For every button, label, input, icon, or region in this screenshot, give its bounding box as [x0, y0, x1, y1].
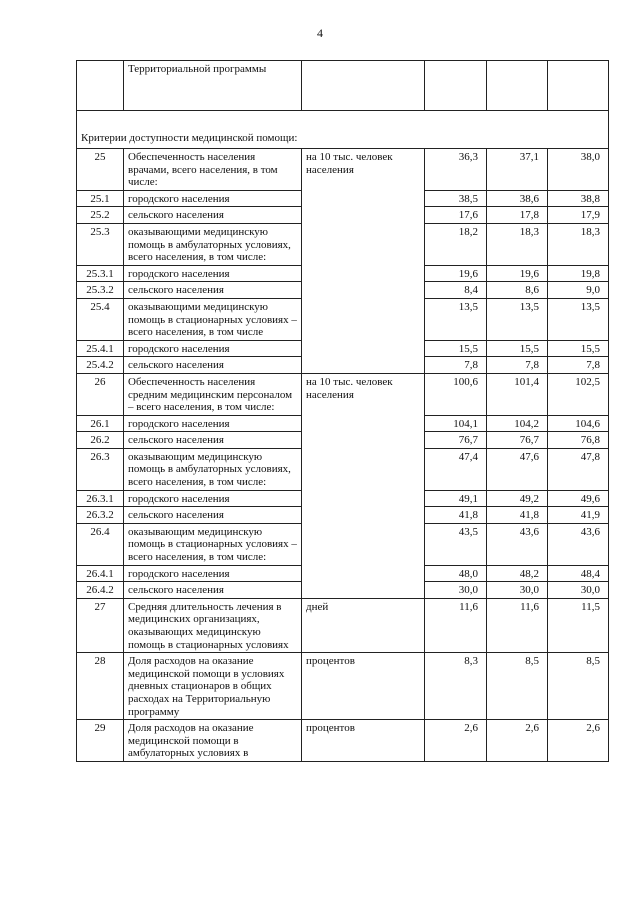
value-year-1: 17,6: [425, 207, 487, 224]
value-year-1: 38,5: [425, 190, 487, 207]
row-number: 25.4.1: [77, 340, 124, 357]
indicator-name: Средняя длительность лечения в медицинских организациях, оказывающих медицинскую помощь в стационарных условиях: [124, 598, 302, 652]
unit-cell: [302, 340, 425, 357]
value-year-3: 8,5: [548, 653, 609, 720]
value-year-2: 7,8: [487, 357, 548, 374]
value-year-1: 8,4: [425, 282, 487, 299]
value-year-2: 37,1: [487, 149, 548, 191]
value-year-3: 19,8: [548, 265, 609, 282]
value-year-3: 13,5: [548, 298, 609, 340]
unit-cell: [302, 448, 425, 490]
value-year-2: 18,3: [487, 223, 548, 265]
indicator-name: Доля расходов на оказание медицинской помощи в условиях дневных стационаров в общих расходах на Территориальную программу: [124, 653, 302, 720]
row-number: 26.1: [77, 415, 124, 432]
indicator-name: сельского населения: [124, 507, 302, 524]
row-number: 26.4.2: [77, 582, 124, 599]
indicator-name: Обеспеченность населения средним медицинским персоналом – всего населения, в том числе:: [124, 373, 302, 415]
unit-cell: [302, 298, 425, 340]
unit-cell: [302, 565, 425, 582]
value-year-2: 13,5: [487, 298, 548, 340]
value-year-3: 9,0: [548, 282, 609, 299]
value-year-3: 11,5: [548, 598, 609, 652]
unit-cell: [302, 207, 425, 224]
indicator-name: Обеспеченность населения врачами, всего населения, в том числе:: [124, 149, 302, 191]
table-row: [77, 448, 609, 490]
value-year-3: 41,9: [548, 507, 609, 524]
value-year-2: 43,6: [487, 523, 548, 565]
unit-cell: [302, 415, 425, 432]
row-number: 25.4.2: [77, 357, 124, 374]
value-year-2: 2,6: [487, 720, 548, 762]
unit-cell: [302, 265, 425, 282]
row-number: 25: [77, 149, 124, 191]
table-row: [77, 357, 609, 374]
row-number: 27: [77, 598, 124, 652]
value-year-3: 104,6: [548, 415, 609, 432]
value-year-3: 18,3: [548, 223, 609, 265]
value-year-2: 48,2: [487, 565, 548, 582]
row-number: 26.2: [77, 432, 124, 449]
value-year-1: 15,5: [425, 340, 487, 357]
page-number: 4: [317, 26, 323, 40]
value-year-1: 11,6: [425, 598, 487, 652]
value-year-1: 8,3: [425, 653, 487, 720]
table-row: [77, 582, 609, 599]
value-year-1: 76,7: [425, 432, 487, 449]
table-row: [77, 598, 609, 652]
value-year-2: 76,7: [487, 432, 548, 449]
unit-cell: [302, 223, 425, 265]
unit-cell: процентов: [302, 653, 425, 720]
indicator-name: сельского населения: [124, 357, 302, 374]
value-year-3: 38,0: [548, 149, 609, 191]
value-year-3: 102,5: [548, 373, 609, 415]
unit-cell: [302, 190, 425, 207]
row-number: 26.3.2: [77, 507, 124, 524]
unit-cell: [302, 282, 425, 299]
value-year-1: 13,5: [425, 298, 487, 340]
indicator-name: городского населения: [124, 190, 302, 207]
table-row: [77, 298, 609, 340]
indicator-name: сельского населения: [124, 582, 302, 599]
value-year-3: 43,6: [548, 523, 609, 565]
value-year-1: 48,0: [425, 565, 487, 582]
row-number: 25.2: [77, 207, 124, 224]
row-number: 25.3: [77, 223, 124, 265]
indicator-name: городского населения: [124, 340, 302, 357]
table-row: [77, 373, 609, 415]
value-year-1: 2,6: [425, 720, 487, 762]
value-year-3: 17,9: [548, 207, 609, 224]
row-number: 26.4.1: [77, 565, 124, 582]
unit-cell: [302, 357, 425, 374]
unit-cell: на 10 тыс. человек населения: [302, 373, 425, 415]
table-row: [77, 653, 609, 720]
unit-cell: [302, 432, 425, 449]
indicator-name: городского населения: [124, 265, 302, 282]
value-year-2: 17,8: [487, 207, 548, 224]
value-year-1: 49,1: [425, 490, 487, 507]
row-number: 28: [77, 653, 124, 720]
row-number: 25.4: [77, 298, 124, 340]
indicator-name: сельского населения: [124, 207, 302, 224]
value-year-3: 38,8: [548, 190, 609, 207]
unit-cell: процентов: [302, 720, 425, 762]
header-indicator-cell: Территориальной программы: [124, 61, 302, 111]
value-year-2: 15,5: [487, 340, 548, 357]
header-continuation-row: [77, 61, 609, 111]
value-year-1: 19,6: [425, 265, 487, 282]
value-year-2: 11,6: [487, 598, 548, 652]
indicator-name: оказывающим медицинскую помощь в стационарных условиях – всего населения, в том числе:: [124, 523, 302, 565]
value-year-1: 43,5: [425, 523, 487, 565]
value-year-1: 47,4: [425, 448, 487, 490]
row-number: 29: [77, 720, 124, 762]
row-number: 26.4: [77, 523, 124, 565]
row-number: 26: [77, 373, 124, 415]
table-row: [77, 282, 609, 299]
value-year-2: 104,2: [487, 415, 548, 432]
value-year-2: 30,0: [487, 582, 548, 599]
unit-cell: [302, 582, 425, 599]
row-number: 26.3.1: [77, 490, 124, 507]
value-year-1: 7,8: [425, 357, 487, 374]
value-year-2: 49,2: [487, 490, 548, 507]
value-year-1: 18,2: [425, 223, 487, 265]
value-year-1: 30,0: [425, 582, 487, 599]
table-row: [77, 490, 609, 507]
table-row: [77, 223, 609, 265]
indicators-table: [76, 60, 609, 762]
value-year-3: 7,8: [548, 357, 609, 374]
table-row: [77, 432, 609, 449]
table-row: [77, 207, 609, 224]
row-number: 26.3: [77, 448, 124, 490]
value-year-3: 2,6: [548, 720, 609, 762]
table-row: [77, 415, 609, 432]
unit-cell: [302, 490, 425, 507]
value-year-1: 36,3: [425, 149, 487, 191]
table-row: [77, 149, 609, 191]
value-year-3: 30,0: [548, 582, 609, 599]
value-year-2: 47,6: [487, 448, 548, 490]
table-row: [77, 523, 609, 565]
table-row: [77, 507, 609, 524]
value-year-2: 8,6: [487, 282, 548, 299]
value-year-2: 8,5: [487, 653, 548, 720]
value-year-2: 19,6: [487, 265, 548, 282]
table-row: [77, 720, 609, 762]
value-year-2: 41,8: [487, 507, 548, 524]
unit-cell: [302, 523, 425, 565]
value-year-2: 38,6: [487, 190, 548, 207]
table-row: [77, 565, 609, 582]
row-number: 25.1: [77, 190, 124, 207]
indicator-name: городского населения: [124, 490, 302, 507]
table-row: [77, 340, 609, 357]
value-year-1: 41,8: [425, 507, 487, 524]
value-year-3: 47,8: [548, 448, 609, 490]
section-row: [77, 111, 609, 149]
value-year-3: 48,4: [548, 565, 609, 582]
value-year-3: 49,6: [548, 490, 609, 507]
indicator-name: городского населения: [124, 565, 302, 582]
unit-cell: дней: [302, 598, 425, 652]
value-year-1: 100,6: [425, 373, 487, 415]
indicator-name: оказывающими медицинскую помощь в амбулаторных условиях, всего населения, в том числе:: [124, 223, 302, 265]
indicator-name: оказывающими медицинскую помощь в стационарных условиях – всего населения, в том числе: [124, 298, 302, 340]
value-year-2: 101,4: [487, 373, 548, 415]
indicator-name: городского населения: [124, 415, 302, 432]
indicator-name: оказывающим медицинскую помощь в амбулаторных условиях, всего населения, в том числе:: [124, 448, 302, 490]
value-year-3: 76,8: [548, 432, 609, 449]
value-year-1: 104,1: [425, 415, 487, 432]
indicator-name: Доля расходов на оказание медицинской помощи в амбулаторных условиях в: [124, 720, 302, 762]
section-title: Критерии доступности медицинской помощи:: [77, 111, 609, 149]
unit-cell: на 10 тыс. человек населения: [302, 149, 425, 191]
row-number: 25.3.2: [77, 282, 124, 299]
table-row: [77, 265, 609, 282]
value-year-3: 15,5: [548, 340, 609, 357]
unit-cell: [302, 507, 425, 524]
table-row: [77, 190, 609, 207]
row-number: 25.3.1: [77, 265, 124, 282]
indicator-name: сельского населения: [124, 432, 302, 449]
indicator-name: сельского населения: [124, 282, 302, 299]
